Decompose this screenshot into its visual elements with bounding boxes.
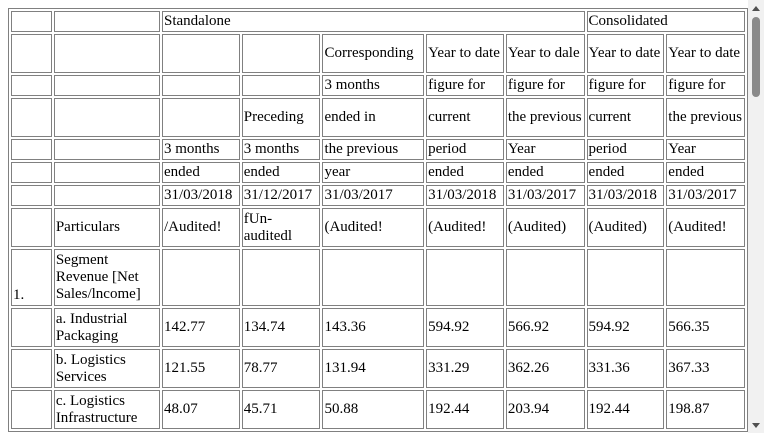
header-cell: ended <box>426 162 504 183</box>
audit-status-cell: fUn-auditedl <box>242 208 321 247</box>
cell <box>54 139 160 160</box>
audit-status-cell: (Audited! <box>322 208 424 247</box>
value-cell: 192.44 <box>426 390 504 429</box>
value-cell <box>587 249 665 306</box>
header-cell: ended <box>666 162 745 183</box>
header-cell: the previous <box>506 98 585 137</box>
value-cell: 566.92 <box>506 308 585 347</box>
value-cell: 198.87 <box>666 390 745 429</box>
financial-results-table <box>8 8 748 432</box>
value-cell: 50.88 <box>322 390 424 429</box>
row-label: b. Logistics Services <box>54 349 160 388</box>
value-cell: 594.92 <box>587 308 665 347</box>
cell <box>11 75 52 96</box>
header-cell: period <box>426 139 504 160</box>
row-number: 1. <box>11 249 52 306</box>
cell <box>54 185 160 206</box>
value-cell <box>242 249 321 306</box>
header-cell <box>162 34 240 73</box>
scroll-down-arrow-icon[interactable] <box>748 417 764 433</box>
particulars-header: Particulars <box>54 208 160 247</box>
header-cell: Year to date <box>666 34 745 73</box>
audit-status-cell: (Audited! <box>426 208 504 247</box>
cell <box>11 185 52 206</box>
audit-status-cell: (Audited! <box>666 208 745 247</box>
row-label: a. Industrial Packaging <box>54 308 160 347</box>
table-row <box>11 249 745 306</box>
table-row <box>11 349 745 388</box>
header-cell: the previous <box>322 139 424 160</box>
header-row-8 <box>11 208 745 247</box>
header-cell: ended <box>162 162 240 183</box>
row-number <box>11 349 52 388</box>
cell <box>11 34 52 73</box>
header-row-1 <box>11 11 745 32</box>
value-cell: 134.74 <box>242 308 321 347</box>
cell <box>11 98 52 137</box>
date-cell: 31/03/2017 <box>506 185 585 206</box>
value-cell: 131.94 <box>322 349 424 388</box>
header-cell: ended <box>506 162 585 183</box>
header-cell: 3 months <box>162 139 240 160</box>
value-cell: 367.33 <box>666 349 745 388</box>
cell <box>11 208 52 247</box>
date-cell: 31/03/2018 <box>426 185 504 206</box>
scrollbar-thumb[interactable] <box>752 17 760 97</box>
row-number <box>11 308 52 347</box>
row-number <box>11 390 52 429</box>
header-cell: figure for <box>666 75 745 96</box>
cell <box>54 75 160 96</box>
header-cell: Preceding <box>242 98 321 137</box>
cell <box>11 162 52 183</box>
cell <box>11 139 52 160</box>
header-cell: Year to dale <box>506 34 585 73</box>
cell <box>54 162 160 183</box>
header-cell: Corresponding <box>322 34 424 73</box>
header-cell: Year to date <box>426 34 504 73</box>
header-cell: Year <box>666 139 745 160</box>
header-row-6 <box>11 162 745 183</box>
header-row-5 <box>11 139 745 160</box>
header-row-3 <box>11 75 745 96</box>
consolidated-header: Consolidated <box>587 11 745 32</box>
table-row <box>11 390 745 429</box>
header-row-7 <box>11 185 745 206</box>
value-cell <box>322 249 424 306</box>
value-cell <box>666 249 745 306</box>
header-cell: ended <box>587 162 665 183</box>
value-cell: 45.71 <box>242 390 321 429</box>
audit-status-cell: (Audited) <box>506 208 585 247</box>
audit-status-cell: (Audited) <box>587 208 665 247</box>
header-cell: figure for <box>426 75 504 96</box>
date-cell: 31/03/2017 <box>666 185 745 206</box>
value-cell: 48.07 <box>162 390 240 429</box>
value-cell: 192.44 <box>587 390 665 429</box>
header-cell: 3 months <box>322 75 424 96</box>
cell <box>11 11 52 32</box>
header-cell <box>242 75 321 96</box>
header-cell: 3 months <box>242 139 321 160</box>
value-cell: 331.36 <box>587 349 665 388</box>
value-cell: 142.77 <box>162 308 240 347</box>
row-label: Segment Revenue [Net Sales/lncome] <box>54 249 160 306</box>
value-cell: 121.55 <box>162 349 240 388</box>
date-cell: 31/03/2017 <box>322 185 424 206</box>
row-label: c. Logistics Infrastructure <box>54 390 160 429</box>
header-row-2 <box>11 34 745 73</box>
cell <box>54 34 160 73</box>
value-cell: 331.29 <box>426 349 504 388</box>
header-cell <box>162 98 240 137</box>
value-cell <box>426 249 504 306</box>
header-cell: Year to date <box>587 34 665 73</box>
value-cell: 566.35 <box>666 308 745 347</box>
date-cell: 31/03/2018 <box>162 185 240 206</box>
header-cell: Year <box>506 139 585 160</box>
header-cell <box>162 75 240 96</box>
header-cell <box>242 34 321 73</box>
header-cell: ended in <box>322 98 424 137</box>
header-cell: ended <box>242 162 321 183</box>
header-cell: current <box>426 98 504 137</box>
header-cell: figure for <box>506 75 585 96</box>
value-cell: 362.26 <box>506 349 585 388</box>
header-cell: year <box>322 162 424 183</box>
header-cell: period <box>587 139 665 160</box>
value-cell: 143.36 <box>322 308 424 347</box>
value-cell <box>506 249 585 306</box>
value-cell: 78.77 <box>242 349 321 388</box>
value-cell <box>162 249 240 306</box>
cell <box>54 98 160 137</box>
audit-status-cell: /Audited! <box>162 208 240 247</box>
table-row <box>11 308 745 347</box>
header-cell: figure for <box>587 75 665 96</box>
date-cell: 31/12/2017 <box>242 185 321 206</box>
value-cell: 594.92 <box>426 308 504 347</box>
header-cell: current <box>587 98 665 137</box>
cell <box>54 11 160 32</box>
value-cell: 203.94 <box>506 390 585 429</box>
scroll-up-arrow-icon[interactable] <box>748 0 764 16</box>
standalone-header: Standalone <box>162 11 585 32</box>
header-cell: the previous <box>666 98 745 137</box>
header-row-4 <box>11 98 745 137</box>
date-cell: 31/03/2018 <box>587 185 665 206</box>
vertical-scrollbar[interactable] <box>748 0 764 433</box>
